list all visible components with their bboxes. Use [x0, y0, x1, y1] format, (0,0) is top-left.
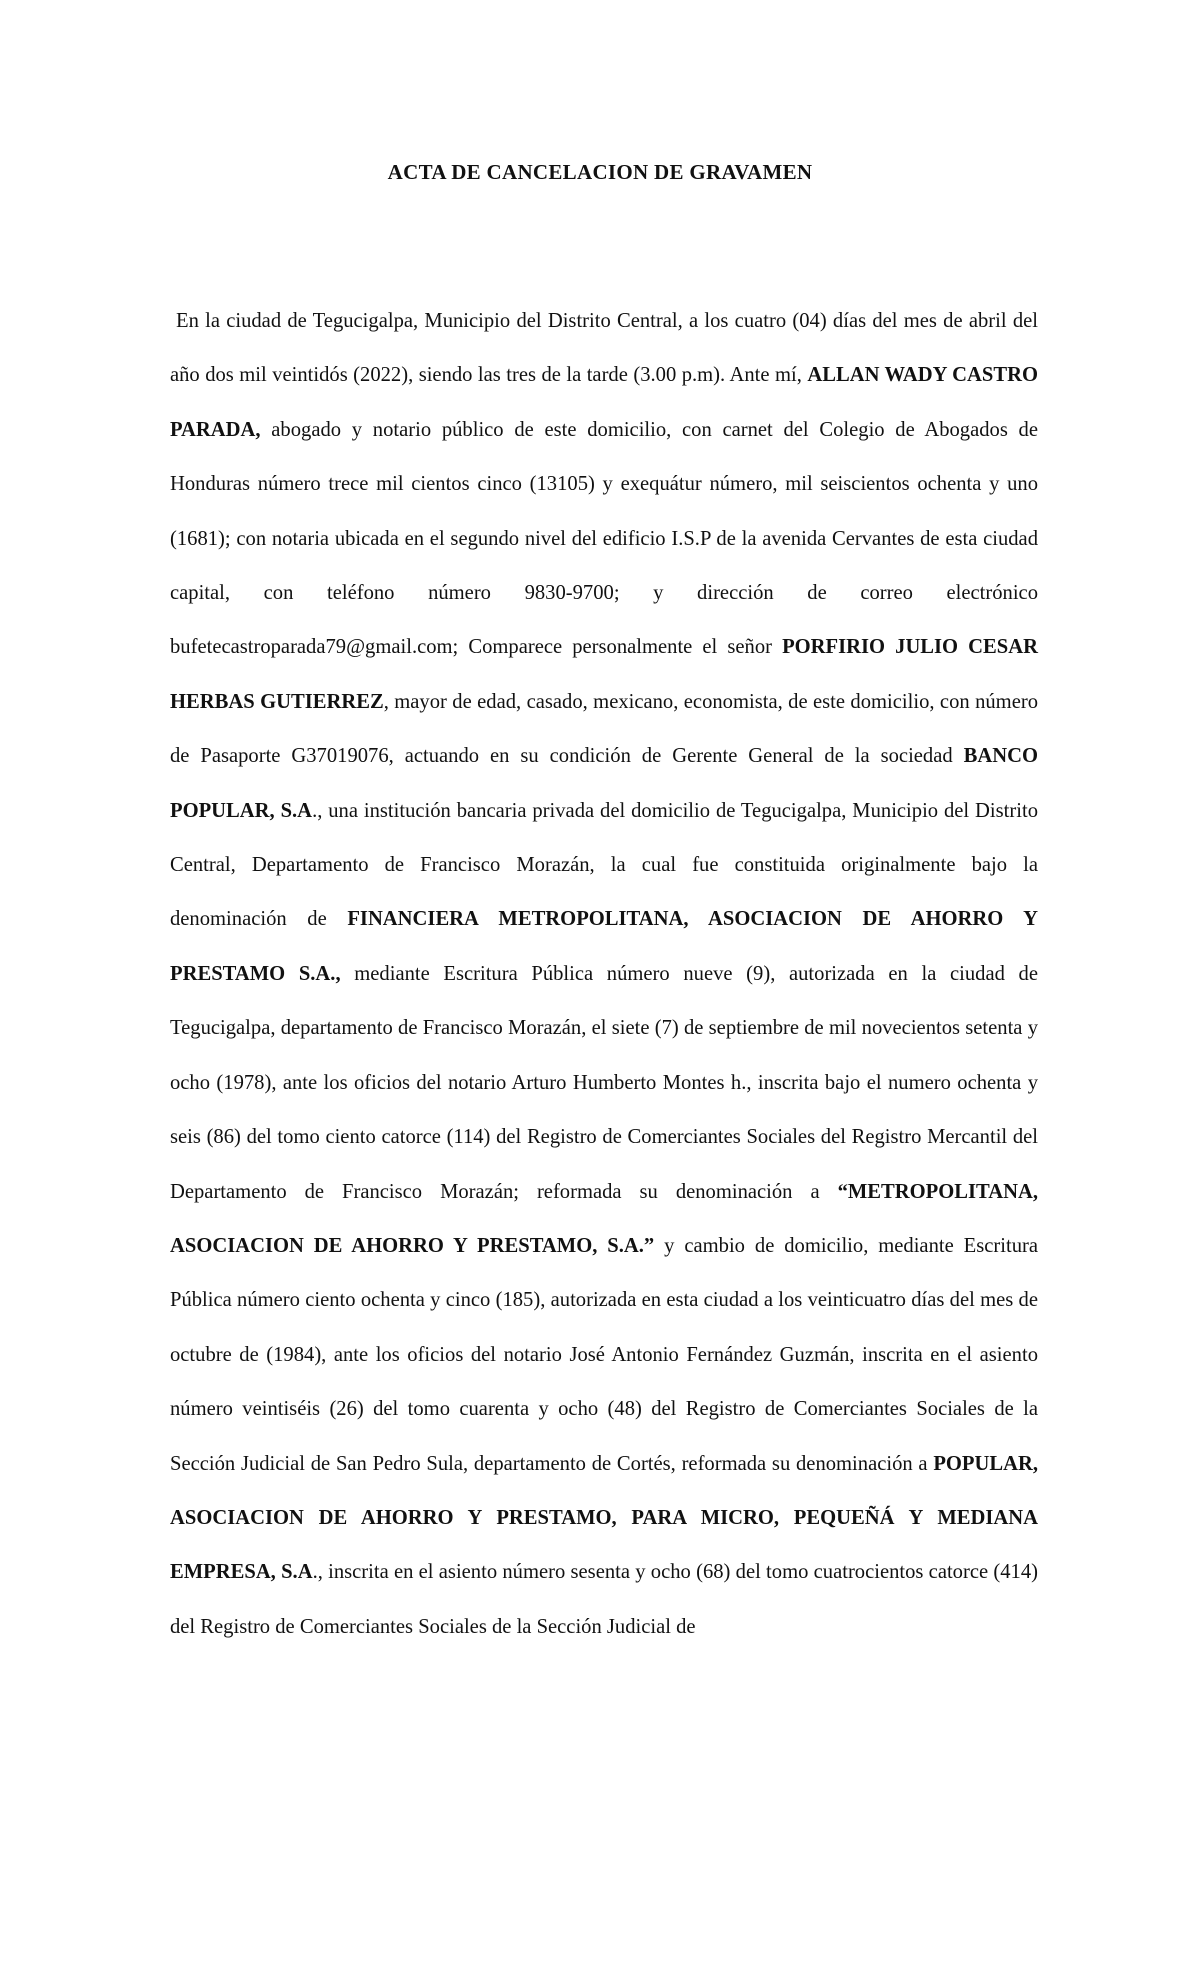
notary-name: ALLAN WADY CASTRO PARADA,	[170, 364, 1038, 441]
text-segment: mediante Escritura Pública número nueve (9), autorizada en la ciudad de Tegucigalpa, departamento de Francisco Morazán, el siete (7) de septiembre de mil novecientos setenta y ocho (1978), ante los oficios del notario Arturo Humberto Montes h., inscrita bajo el numero ochenta y seis (86) del tomo ciento catorce (114) del Registro de Comerciantes Sociales del Registro Mercantil del Departamento de Francisco Morazán; reformada su denominación a	[170, 962, 1038, 1203]
text-segment: abogado y notario público de este domicilio, con carnet del Colegio de Abogados de Honduras número trece mil cientos cinco (13105) y exequátur número, mil seiscientos ochenta y uno (1681); con notaria ubicada en el segundo nivel del edificio I.S.P de la avenida Cervantes de esta ciudad capital, con teléfono número 9830-9700; y dirección de correo electrónico bufetecastroparada79@gmail.com; Comparece personalmente el señor	[170, 418, 1038, 659]
text-segment: y cambio de domicilio, mediante Escritura Pública número ciento ochenta y cinco (185), autorizada en esta ciudad a los veinticuatro días del mes de octubre de (1984), ante los oficios del notario José Antonio Fernández Guzmán, inscrita en el asiento número veintiséis (26) del tomo cuarenta y ocho (48) del Registro de Comerciantes Sociales de la Sección Judicial de San Pedro Sula, departamento de Cortés, reformada su denominación a	[170, 1234, 1038, 1475]
document-title: ACTA DE CANCELACION DE GRAVAMEN	[387, 160, 813, 184]
text-segment: , mayor de edad, casado, mexicano, economista, de este domicilio, con número de Pasaporte G37019076, actuando en su condición de Gerente General de la sociedad	[170, 690, 1038, 768]
renamed-company-name: “METROPOLITANA, ASOCIACION DE AHORRO Y PRESTAMO, S.A.”	[170, 1180, 1038, 1257]
company-name: BANCO POPULAR, S.A	[170, 745, 1038, 822]
body-paragraph	[170, 294, 1038, 1654]
text-segment: ., una institución bancaria privada del domicilio de Tegucigalpa, Municipio del Distrito Central, Departamento de Francisco Morazán, la cual fue constituida originalmente bajo la denominación de	[170, 799, 1038, 931]
text-segment: En la ciudad de Tegucigalpa, Municipio del Distrito Central, a los cuatro (04) días del mes de abril del año dos mil veintidós (2022), siendo las tres de la tarde (3.00 p.m). Ante mí,	[170, 310, 1038, 387]
original-company-name: FINANCIERA METROPOLITANA, ASOCIACION DE AHORRO Y PRESTAMO S.A.,	[170, 908, 1038, 985]
text-segment: ., inscrita en el asiento número sesenta y ocho (68) del tomo cuatrocientos catorce (414) del Registro de Comerciantes Sociales de la Sección Judicial de	[170, 1561, 1038, 1638]
appearing-party-name: PORFIRIO JULIO CESAR HERBAS GUTIERREZ	[170, 636, 1038, 713]
second-renamed-company-name: POPULAR, ASOCIACION DE AHORRO Y PRESTAMO, PARA MICRO, PEQUEÑÁ Y MEDIANA EMPRESA, S.A	[170, 1452, 1038, 1584]
